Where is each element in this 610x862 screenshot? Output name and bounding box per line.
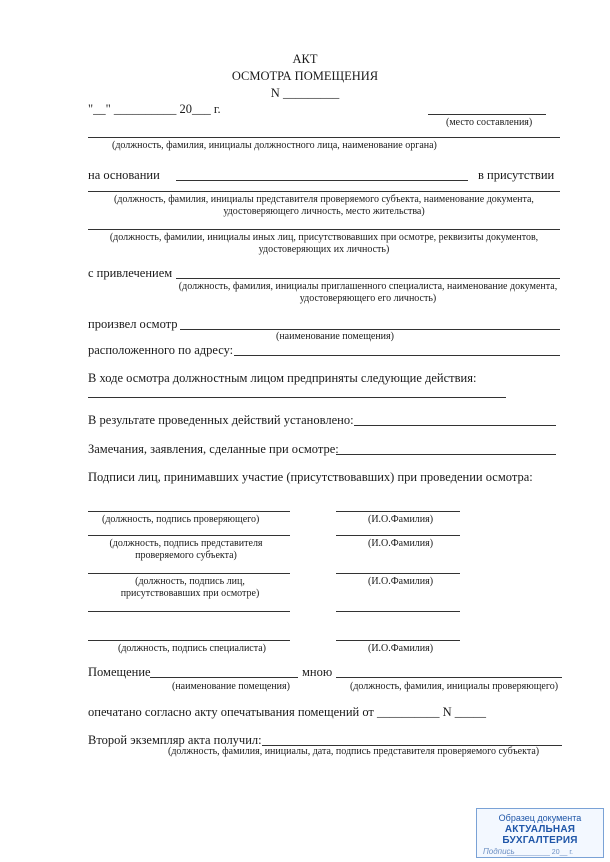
sig-caption-present: (должность, подпись лиц, присутствовавших при осмотре) [120, 576, 260, 599]
sig-name-line-3 [336, 573, 460, 574]
official-caption: (должность, фамилия, инициалы должностного лица, наименование органа) [112, 140, 437, 151]
sig-line-representative [88, 535, 290, 536]
stamp-line4: Подпись [483, 847, 515, 856]
sig-name-line-4 [336, 611, 460, 612]
inspected-line [180, 329, 560, 330]
by-me-label: мною [302, 665, 333, 679]
inspected-label: произвел осмотр [88, 317, 178, 331]
sig-name-caption-2: (И.О.Фамилия) [368, 538, 434, 549]
sample-stamp [476, 808, 604, 858]
premises-name-caption: (наименование помещения) [276, 331, 394, 342]
place-caption: (место составления) [446, 117, 533, 128]
stamp-line1: Образец документа [498, 813, 582, 823]
sig-line-extra [88, 611, 290, 612]
sealed-text: опечатано согласно акту опечатывания помещений от __________ N _____ [88, 705, 487, 719]
official-line [88, 137, 560, 138]
sig-caption-checked: (должность, подпись проверяющего) [102, 514, 260, 525]
representative-caption: (должность, фамилия, инициалы представителя проверяемого субъекта, наименование документа, удостоверяющего личность, место жительства) [114, 194, 534, 217]
sig-line-checked [88, 511, 290, 512]
sig-name-caption-5: (И.О.Фамилия) [368, 643, 434, 654]
doc-title-line2: ОСМОТРА ПОМЕЩЕНИЯ [231, 69, 379, 83]
result-text: В результате проведенных действий установлено: [88, 413, 354, 427]
others-line [88, 229, 560, 230]
inspector-caption: (должность, фамилия, инициалы проверяющего) [350, 681, 559, 692]
place-line [428, 114, 546, 115]
address-line [234, 355, 560, 356]
sig-line-present [88, 573, 290, 574]
date-line: "__" __________ 20___ г. [88, 102, 221, 116]
premises-line [150, 677, 298, 678]
presence-label: в присутствии [478, 168, 555, 182]
sig-caption-specialist: (должность, подпись специалиста) [118, 643, 267, 654]
address-label: расположенного по адресу: [88, 343, 234, 357]
others-caption: (должность, фамилии, инициалы иных лиц, присутствовавших при осмотре, реквизиты документов, удостоверяющих их личность) [109, 232, 539, 255]
doc-title-line1: АКТ [292, 52, 318, 66]
sig-name-caption-1: (И.О.Фамилия) [368, 514, 434, 525]
involvement-line [176, 278, 560, 279]
specialist-caption: (должность, фамилия, инициалы приглашенного специалиста, наименование документа, удостоверяющего его личность) [178, 281, 558, 304]
sig-name-line-5 [336, 640, 460, 641]
remarks-line [336, 454, 556, 455]
remarks-text: Замечания, заявления, сделанные при осмотре: [88, 442, 339, 456]
signatures-text: Подписи лиц, принимавших участие (присутствовавших) при проведении осмотра: [88, 470, 533, 484]
representative-line [88, 191, 560, 192]
stamp-line2: АКТУАЛЬНАЯ БУХГАЛТЕРИЯ [502, 824, 578, 846]
sig-line-specialist [88, 640, 290, 641]
result-line [354, 425, 556, 426]
second-copy-label: Второй экземпляр акта получил: [88, 733, 262, 747]
sig-name-caption-3: (И.О.Фамилия) [368, 576, 434, 587]
second-copy-caption: (должность, фамилия, инициалы, дата, подпись представителя проверяемого субъекта) [168, 746, 540, 757]
doc-number: N _________ [270, 86, 340, 100]
sig-name-line-2 [336, 535, 460, 536]
basis-line [176, 180, 468, 181]
involvement-label: с привлечением [88, 266, 173, 280]
basis-label: на основании [88, 168, 160, 182]
sig-name-line-1 [336, 511, 460, 512]
actions-text: В ходе осмотра должностным лицом предприняты следующие действия: [88, 371, 477, 385]
premises-label: Помещение [88, 665, 151, 679]
sig-caption-representative: (должность, подпись представителя проверяемого субъекта) [109, 538, 263, 561]
premises-caption: (наименование помещения) [172, 681, 290, 692]
inspector-line [336, 677, 562, 678]
stamp-line3: ___________ 20__ г. [507, 849, 573, 856]
actions-line [88, 397, 506, 398]
